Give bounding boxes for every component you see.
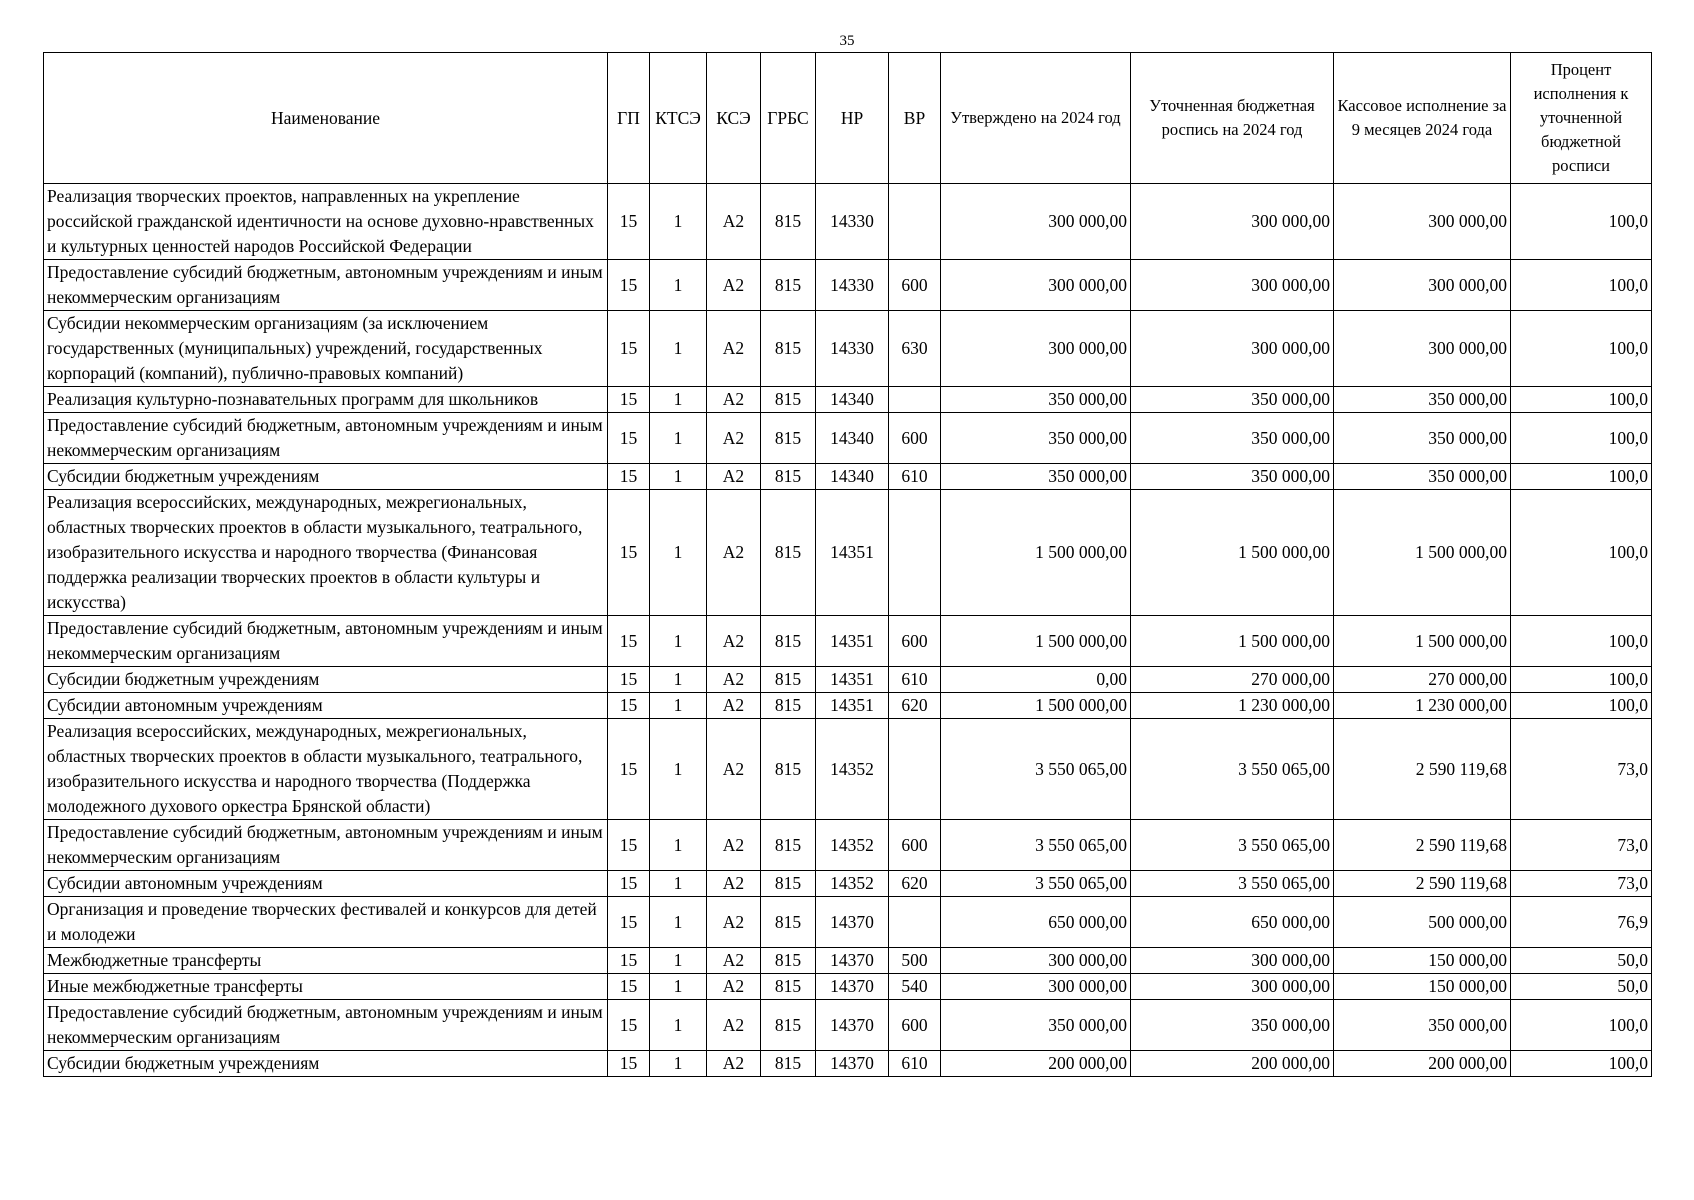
cell-gp: 15 (608, 1000, 650, 1051)
table-body (44, 184, 1652, 1077)
cell-approved: 650 000,00 (941, 897, 1131, 948)
cell-vr (889, 490, 941, 616)
cell-percent: 100,0 (1511, 667, 1652, 693)
cell-vr: 620 (889, 693, 941, 719)
cell-approved: 300 000,00 (941, 260, 1131, 311)
cell-approved: 3 550 065,00 (941, 871, 1131, 897)
cell-nr: 14330 (816, 184, 889, 260)
cell-cash: 200 000,00 (1334, 1051, 1511, 1077)
cell-vr (889, 387, 941, 413)
cell-vr: 600 (889, 413, 941, 464)
cell-vr: 600 (889, 1000, 941, 1051)
cell-cash: 350 000,00 (1334, 387, 1511, 413)
budget-execution-table (43, 52, 1652, 1077)
cell-grbs: 815 (761, 311, 816, 387)
cell-vr: 610 (889, 464, 941, 490)
cell-nr: 14352 (816, 871, 889, 897)
cell-cash: 500 000,00 (1334, 897, 1511, 948)
cell-gp: 15 (608, 387, 650, 413)
cell-percent: 50,0 (1511, 948, 1652, 974)
cell-cash: 150 000,00 (1334, 974, 1511, 1000)
cell-vr: 610 (889, 1051, 941, 1077)
cell-kse: А2 (707, 820, 761, 871)
cell-refined: 300 000,00 (1131, 948, 1334, 974)
cell-kse: А2 (707, 1000, 761, 1051)
cell-percent: 100,0 (1511, 387, 1652, 413)
cell-nr: 14340 (816, 387, 889, 413)
cell-name: Предоставление субсидий бюджетным, автономным учреждениям и иным некоммерческим организациям (44, 1000, 608, 1051)
cell-name: Межбюджетные трансферты (44, 948, 608, 974)
header-name: Наименование (44, 53, 608, 184)
table-row (44, 974, 1652, 1000)
cell-percent: 100,0 (1511, 490, 1652, 616)
table-row (44, 490, 1652, 616)
cell-gp: 15 (608, 1051, 650, 1077)
header-cash: Кассовое исполнение за 9 месяцев 2024 года (1334, 53, 1511, 184)
cell-ktse: 1 (650, 897, 707, 948)
table-row (44, 1051, 1652, 1077)
cell-percent: 100,0 (1511, 311, 1652, 387)
cell-ktse: 1 (650, 948, 707, 974)
cell-percent: 100,0 (1511, 693, 1652, 719)
cell-grbs: 815 (761, 820, 816, 871)
cell-nr: 14370 (816, 948, 889, 974)
table-row (44, 719, 1652, 820)
cell-refined: 350 000,00 (1131, 464, 1334, 490)
cell-nr: 14340 (816, 413, 889, 464)
cell-gp: 15 (608, 464, 650, 490)
cell-percent: 100,0 (1511, 260, 1652, 311)
cell-approved: 0,00 (941, 667, 1131, 693)
cell-grbs: 815 (761, 693, 816, 719)
cell-cash: 300 000,00 (1334, 311, 1511, 387)
table-row (44, 871, 1652, 897)
cell-name: Предоставление субсидий бюджетным, автономным учреждениям и иным некоммерческим организациям (44, 260, 608, 311)
cell-grbs: 815 (761, 490, 816, 616)
cell-percent: 73,0 (1511, 719, 1652, 820)
cell-kse: А2 (707, 413, 761, 464)
cell-name: Предоставление субсидий бюджетным, автономным учреждениям и иным некоммерческим организациям (44, 413, 608, 464)
cell-gp: 15 (608, 616, 650, 667)
cell-approved: 1 500 000,00 (941, 693, 1131, 719)
cell-gp: 15 (608, 184, 650, 260)
cell-cash: 1 500 000,00 (1334, 616, 1511, 667)
cell-name: Иные межбюджетные трансферты (44, 974, 608, 1000)
cell-kse: А2 (707, 616, 761, 667)
header-grbs: ГРБС (761, 53, 816, 184)
cell-gp: 15 (608, 719, 650, 820)
cell-approved: 350 000,00 (941, 1000, 1131, 1051)
cell-nr: 14351 (816, 490, 889, 616)
table-row (44, 387, 1652, 413)
cell-approved: 350 000,00 (941, 464, 1131, 490)
cell-approved: 300 000,00 (941, 184, 1131, 260)
cell-grbs: 815 (761, 719, 816, 820)
cell-nr: 14352 (816, 719, 889, 820)
cell-approved: 3 550 065,00 (941, 820, 1131, 871)
cell-approved: 350 000,00 (941, 387, 1131, 413)
cell-kse: А2 (707, 311, 761, 387)
cell-ktse: 1 (650, 820, 707, 871)
cell-vr: 600 (889, 820, 941, 871)
cell-percent: 73,0 (1511, 871, 1652, 897)
cell-name: Субсидии автономным учреждениям (44, 693, 608, 719)
cell-approved: 200 000,00 (941, 1051, 1131, 1077)
table-row (44, 897, 1652, 948)
cell-name: Предоставление субсидий бюджетным, автономным учреждениям и иным некоммерческим организациям (44, 616, 608, 667)
cell-refined: 350 000,00 (1131, 413, 1334, 464)
header-gp: ГП (608, 53, 650, 184)
cell-gp: 15 (608, 871, 650, 897)
cell-refined: 350 000,00 (1131, 387, 1334, 413)
cell-gp: 15 (608, 260, 650, 311)
cell-nr: 14370 (816, 1051, 889, 1077)
cell-percent: 100,0 (1511, 464, 1652, 490)
cell-kse: А2 (707, 1051, 761, 1077)
cell-name: Реализация культурно-познавательных программ для школьников (44, 387, 608, 413)
cell-percent: 76,9 (1511, 897, 1652, 948)
cell-vr (889, 184, 941, 260)
cell-kse: А2 (707, 693, 761, 719)
cell-kse: А2 (707, 667, 761, 693)
cell-percent: 100,0 (1511, 1000, 1652, 1051)
cell-grbs: 815 (761, 871, 816, 897)
table-row (44, 260, 1652, 311)
cell-vr: 540 (889, 974, 941, 1000)
cell-refined: 300 000,00 (1131, 184, 1334, 260)
cell-gp: 15 (608, 974, 650, 1000)
cell-percent: 100,0 (1511, 413, 1652, 464)
cell-cash: 2 590 119,68 (1334, 871, 1511, 897)
header-ktse: КТСЭ (650, 53, 707, 184)
table-row (44, 413, 1652, 464)
cell-cash: 1 500 000,00 (1334, 490, 1511, 616)
header-refined: Уточненная бюджетная роспись на 2024 год (1131, 53, 1334, 184)
cell-name: Субсидии бюджетным учреждениям (44, 464, 608, 490)
cell-ktse: 1 (650, 464, 707, 490)
table-row (44, 948, 1652, 974)
cell-ktse: 1 (650, 311, 707, 387)
cell-approved: 300 000,00 (941, 311, 1131, 387)
cell-grbs: 815 (761, 413, 816, 464)
cell-ktse: 1 (650, 719, 707, 820)
cell-nr: 14340 (816, 464, 889, 490)
table-row (44, 820, 1652, 871)
table-row (44, 667, 1652, 693)
cell-cash: 300 000,00 (1334, 260, 1511, 311)
cell-vr: 600 (889, 260, 941, 311)
cell-cash: 150 000,00 (1334, 948, 1511, 974)
table-row (44, 464, 1652, 490)
cell-nr: 14351 (816, 616, 889, 667)
cell-refined: 350 000,00 (1131, 1000, 1334, 1051)
header-percent: Процент исполнения к уточненной бюджетной росписи (1511, 53, 1652, 184)
cell-ktse: 1 (650, 387, 707, 413)
cell-cash: 270 000,00 (1334, 667, 1511, 693)
cell-grbs: 815 (761, 616, 816, 667)
cell-grbs: 815 (761, 184, 816, 260)
cell-kse: А2 (707, 948, 761, 974)
cell-name: Субсидии некоммерческим организациям (за исключением государственных (муниципальных) учреждений, государственных корпораций (компаний), публично-правовых компаний) (44, 311, 608, 387)
cell-ktse: 1 (650, 490, 707, 616)
cell-grbs: 815 (761, 667, 816, 693)
cell-approved: 3 550 065,00 (941, 719, 1131, 820)
cell-gp: 15 (608, 490, 650, 616)
cell-nr: 14352 (816, 820, 889, 871)
cell-kse: А2 (707, 184, 761, 260)
cell-gp: 15 (608, 311, 650, 387)
cell-ktse: 1 (650, 693, 707, 719)
cell-cash: 350 000,00 (1334, 413, 1511, 464)
cell-nr: 14351 (816, 667, 889, 693)
cell-refined: 3 550 065,00 (1131, 820, 1334, 871)
cell-ktse: 1 (650, 184, 707, 260)
cell-nr: 14370 (816, 974, 889, 1000)
cell-grbs: 815 (761, 464, 816, 490)
cell-refined: 650 000,00 (1131, 897, 1334, 948)
cell-refined: 1 500 000,00 (1131, 490, 1334, 616)
cell-vr: 500 (889, 948, 941, 974)
cell-vr (889, 719, 941, 820)
cell-vr: 610 (889, 667, 941, 693)
cell-ktse: 1 (650, 871, 707, 897)
cell-ktse: 1 (650, 667, 707, 693)
cell-nr: 14330 (816, 311, 889, 387)
cell-kse: А2 (707, 871, 761, 897)
table-row (44, 184, 1652, 260)
cell-nr: 14370 (816, 1000, 889, 1051)
cell-cash: 350 000,00 (1334, 1000, 1511, 1051)
cell-gp: 15 (608, 948, 650, 974)
cell-ktse: 1 (650, 974, 707, 1000)
table-row (44, 311, 1652, 387)
cell-percent: 100,0 (1511, 184, 1652, 260)
header-kse: КСЭ (707, 53, 761, 184)
cell-percent: 100,0 (1511, 616, 1652, 667)
cell-refined: 200 000,00 (1131, 1051, 1334, 1077)
table-row (44, 616, 1652, 667)
cell-name: Реализация всероссийских, международных, межрегиональных, областных творческих проектов в области музыкального, театрального, изобразительного искусства и народного творчества (Поддержка молодежного духового оркестра Брянской области) (44, 719, 608, 820)
cell-vr: 630 (889, 311, 941, 387)
cell-refined: 300 000,00 (1131, 260, 1334, 311)
cell-grbs: 815 (761, 1051, 816, 1077)
cell-kse: А2 (707, 490, 761, 616)
cell-percent: 73,0 (1511, 820, 1652, 871)
cell-gp: 15 (608, 693, 650, 719)
cell-percent: 50,0 (1511, 974, 1652, 1000)
cell-refined: 300 000,00 (1131, 974, 1334, 1000)
cell-kse: А2 (707, 719, 761, 820)
cell-grbs: 815 (761, 974, 816, 1000)
cell-grbs: 815 (761, 387, 816, 413)
cell-nr: 14370 (816, 897, 889, 948)
cell-kse: А2 (707, 897, 761, 948)
page-number: 35 (839, 33, 855, 49)
cell-approved: 1 500 000,00 (941, 616, 1131, 667)
cell-ktse: 1 (650, 413, 707, 464)
cell-refined: 270 000,00 (1131, 667, 1334, 693)
cell-gp: 15 (608, 413, 650, 464)
cell-vr: 620 (889, 871, 941, 897)
cell-nr: 14330 (816, 260, 889, 311)
cell-vr (889, 897, 941, 948)
cell-refined: 3 550 065,00 (1131, 871, 1334, 897)
cell-cash: 2 590 119,68 (1334, 820, 1511, 871)
cell-name: Организация и проведение творческих фестивалей и конкурсов для детей и молодежи (44, 897, 608, 948)
cell-refined: 300 000,00 (1131, 311, 1334, 387)
cell-grbs: 815 (761, 260, 816, 311)
cell-kse: А2 (707, 464, 761, 490)
cell-name: Реализация всероссийских, международных, межрегиональных, областных творческих проектов в области музыкального, театрального, изобразительного искусства и народного творчества (Финансовая поддержка реализации творческих проектов в области культуры и искусства) (44, 490, 608, 616)
cell-refined: 3 550 065,00 (1131, 719, 1334, 820)
cell-ktse: 1 (650, 616, 707, 667)
table-header-row (44, 53, 1652, 184)
cell-name: Субсидии бюджетным учреждениям (44, 667, 608, 693)
cell-kse: А2 (707, 260, 761, 311)
cell-name: Субсидии автономным учреждениям (44, 871, 608, 897)
cell-approved: 300 000,00 (941, 974, 1131, 1000)
cell-name: Предоставление субсидий бюджетным, автономным учреждениям и иным некоммерческим организациям (44, 820, 608, 871)
cell-kse: А2 (707, 974, 761, 1000)
cell-cash: 1 230 000,00 (1334, 693, 1511, 719)
cell-refined: 1 230 000,00 (1131, 693, 1334, 719)
cell-approved: 300 000,00 (941, 948, 1131, 974)
cell-grbs: 815 (761, 948, 816, 974)
cell-gp: 15 (608, 897, 650, 948)
cell-refined: 1 500 000,00 (1131, 616, 1334, 667)
cell-cash: 300 000,00 (1334, 184, 1511, 260)
cell-ktse: 1 (650, 260, 707, 311)
cell-name: Субсидии бюджетным учреждениям (44, 1051, 608, 1077)
cell-cash: 350 000,00 (1334, 464, 1511, 490)
cell-name: Реализация творческих проектов, направленных на укрепление российской гражданской идентичности на основе духовно-нравственных и культурных ценностей народов Российской Федерации (44, 184, 608, 260)
cell-gp: 15 (608, 667, 650, 693)
cell-grbs: 815 (761, 897, 816, 948)
cell-approved: 350 000,00 (941, 413, 1131, 464)
table-row (44, 1000, 1652, 1051)
table-row (44, 693, 1652, 719)
cell-kse: А2 (707, 387, 761, 413)
cell-vr: 600 (889, 616, 941, 667)
cell-ktse: 1 (650, 1000, 707, 1051)
cell-approved: 1 500 000,00 (941, 490, 1131, 616)
header-vr: ВР (889, 53, 941, 184)
cell-nr: 14351 (816, 693, 889, 719)
cell-percent: 100,0 (1511, 1051, 1652, 1077)
header-approved: Утверждено на 2024 год (941, 53, 1131, 184)
cell-ktse: 1 (650, 1051, 707, 1077)
cell-grbs: 815 (761, 1000, 816, 1051)
header-nr: НР (816, 53, 889, 184)
cell-gp: 15 (608, 820, 650, 871)
cell-cash: 2 590 119,68 (1334, 719, 1511, 820)
